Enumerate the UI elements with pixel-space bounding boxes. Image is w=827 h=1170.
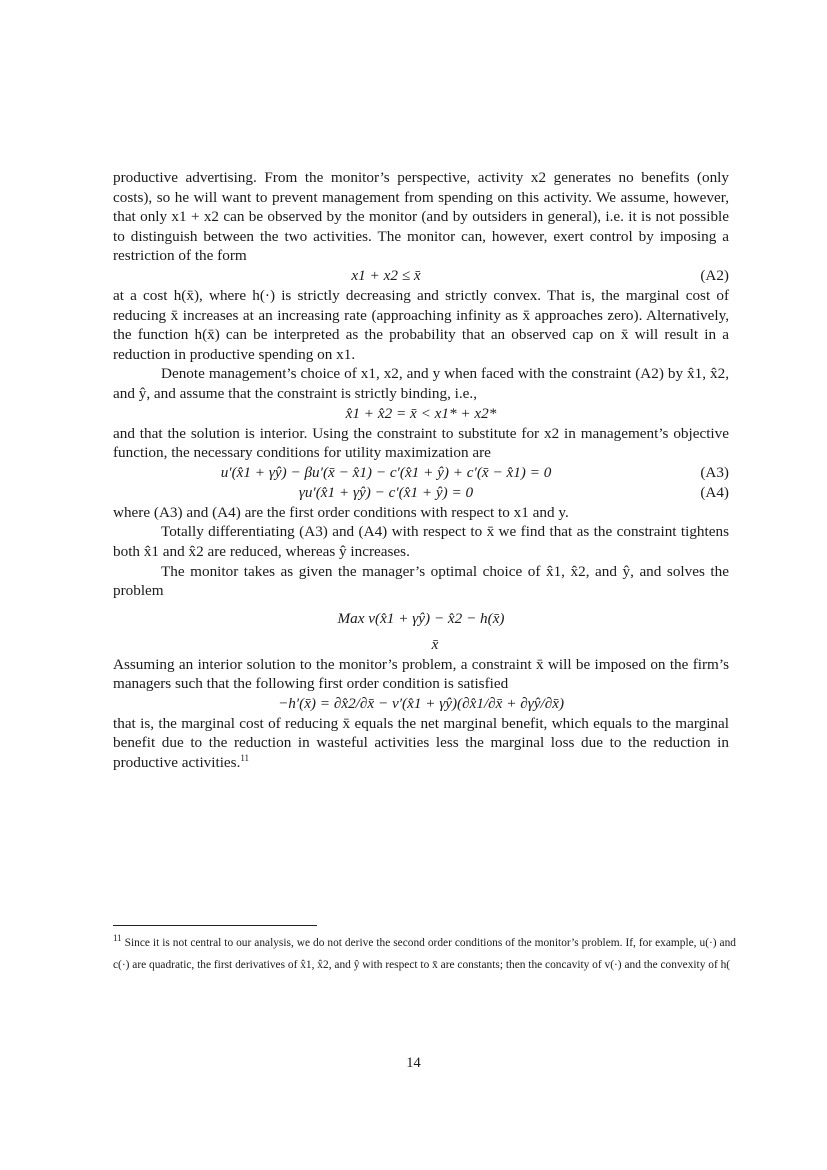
page-number: 14 bbox=[406, 1055, 421, 1071]
footnote-reference: 11 bbox=[240, 753, 250, 763]
equation-max-problem bbox=[113, 609, 729, 629]
equation-a3-label: (A3) bbox=[700, 463, 729, 481]
equation-a3-body: u′(x̂1 + γŷ) − βu′(x̄ − x̂1) − c′(x̂1 + ŷ) + c′(x̄ − x̂1) = 0 bbox=[220, 463, 552, 481]
paragraph-interior-monitor: Assuming an interior solution to the monitor’s problem, a constraint x̄ will be imposed on the firm’s managers such that the following first order condition is satisfied bbox=[113, 655, 729, 693]
paragraph-marginal-cost-text: that is, the marginal cost of reducing x̄ equals the net marginal benefit, which equals to the marginal benefit due to the reduction in wasteful activities less the marginal loss due to the reduction in productive activities. bbox=[113, 714, 729, 772]
equation-a4 bbox=[113, 483, 729, 503]
equation-binding-constraint bbox=[113, 404, 729, 424]
equation-max-subscript: x̄ bbox=[431, 635, 439, 653]
paragraph-cost-function: at a cost h(x̄), where h(·) is strictly decreasing and strictly convex. That is, the marginal cost of reducing x̄ increases at an increasing rate (approaching infinity as x̄ approaches zero). Alternatively, the function h(x̄) can be interpreted as the probability that an observed cap on x̄ will result in a reduction in productive spending on x1. bbox=[113, 286, 729, 363]
footnote-marker: 11 bbox=[113, 933, 122, 944]
paragraph-first-order-conditions: where (A3) and (A4) are the first order conditions with respect to x1 and y. bbox=[113, 503, 569, 521]
footnote bbox=[113, 932, 736, 976]
paragraph-total-differentiation: Totally differentiating (A3) and (A4) with respect to x̄ we find that as the constraint tightens both x̂1 and x̂2 are reduced, whereas ŷ increases. bbox=[113, 523, 729, 560]
footnote-text: Since it is not central to our analysis, we do not derive the second order conditions of the monitor’s problem. If, for example, u(·) and c(·) are quadratic, the first derivatives of x̂1, x̂2, and ŷ with respect to x̄ are constants; then the concavity of v(·) and the convexity of h( bbox=[113, 937, 736, 971]
footnote-divider bbox=[113, 925, 317, 926]
equation-a2-label: (A2) bbox=[700, 266, 729, 284]
equation-a2-body: x1 + x2 ≤ x̄ bbox=[351, 266, 421, 284]
paragraph-productive-advertising: productive advertising. From the monitor’s perspective, activity x2 generates no benefits (only costs), so he will want to prevent management from spending on this activity. We assume, however, that only x1 + x2 can be observed by the monitor (and by outsiders in general), i.e. it is not possible to distinguish between the two activities. The monitor can, however, exert control by imposing a restriction of the form bbox=[113, 169, 729, 265]
paragraph-monitor-problem: The monitor takes as given the manager’s optimal choice of x̂1, x̂2, and ŷ, and solves the problem bbox=[113, 562, 729, 600]
equation-max-problem-body: Max v(x̂1 + γŷ) − x̂2 − h(x̄) bbox=[337, 609, 505, 627]
equation-a4-body: γu′(x̂1 + γŷ) − c′(x̂1 + ŷ) = 0 bbox=[298, 483, 474, 501]
main-text bbox=[113, 168, 729, 773]
equation-monitor-foc bbox=[113, 694, 729, 714]
equation-a3 bbox=[113, 463, 729, 483]
equation-binding-constraint-body: x̂1 + x̂2 = x̄ < x1* + x2* bbox=[345, 404, 497, 422]
paragraph-marginal-cost bbox=[113, 714, 729, 773]
equation-a2 bbox=[113, 266, 729, 286]
equation-a4-label: (A4) bbox=[700, 483, 729, 501]
paragraph-management-choice: Denote management’s choice of x1, x2, and y when faced with the constraint (A2) by x̂1, x̂2, and ŷ, and assume that the constraint is strictly binding, i.e., bbox=[113, 365, 729, 402]
paragraph-interior-solution: and that the solution is interior. Using the constraint to substitute for x2 in management’s objective function, the necessary conditions for utility maximization are bbox=[113, 424, 729, 462]
equation-monitor-foc-body: −h′(x̄) = ∂x̂2/∂x̄ − v′(x̂1 + γŷ)(∂x̂1/∂x̄ + ∂γŷ/∂x̄) bbox=[277, 694, 565, 712]
